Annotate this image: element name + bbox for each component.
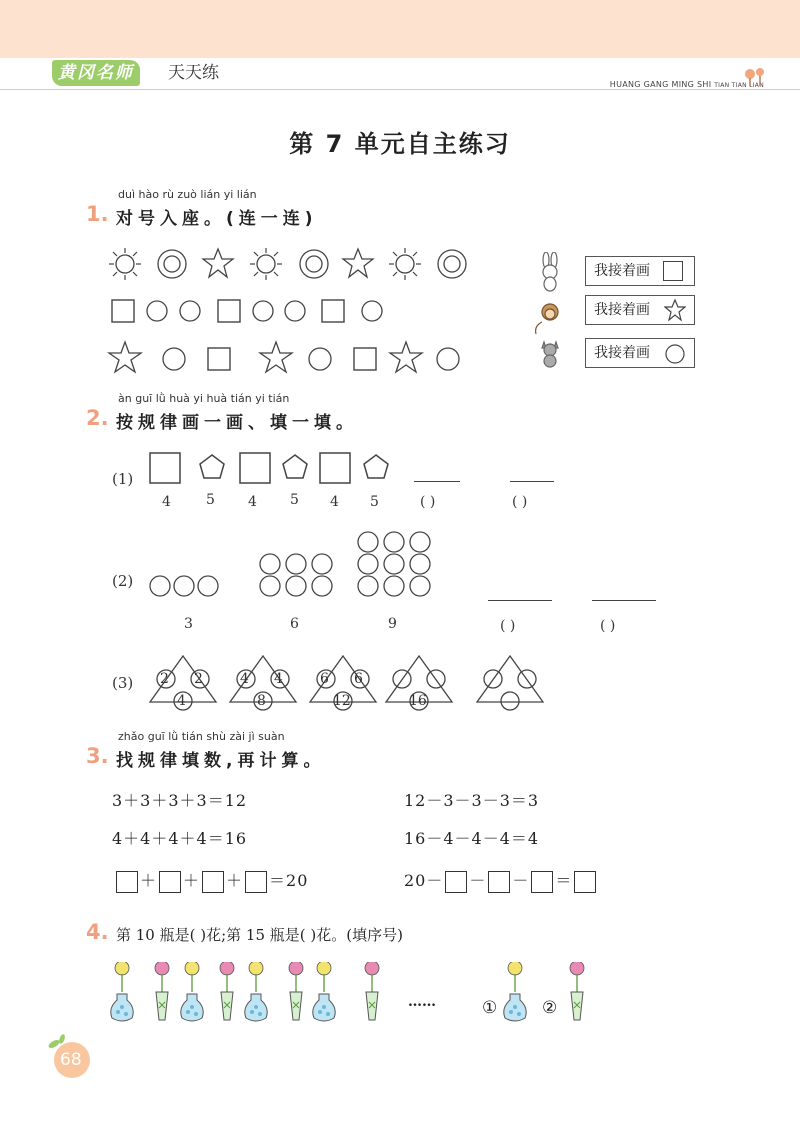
answer-box[interactable] (574, 871, 596, 893)
equals-20: ＝20 (269, 871, 309, 890)
answer-box[interactable] (531, 871, 553, 893)
q1-shape-rows (100, 240, 500, 385)
brand-english-sub: TIAN TIAN LIAN (714, 82, 764, 89)
equals-sign: ＝ (555, 871, 573, 890)
circle-icon (150, 576, 170, 596)
cat-icon (542, 342, 558, 367)
target-icon (300, 250, 328, 278)
q4-number: 4. (86, 920, 109, 944)
circle-icon (358, 532, 378, 552)
equation: 3＋3＋3＋3＝12 (112, 791, 248, 810)
q2-part2-num: 3 (184, 616, 193, 632)
q2-part1-label: (1) (112, 470, 134, 488)
star-icon (203, 249, 233, 277)
monkey-icon (536, 304, 558, 334)
page-number: 68 (60, 1050, 82, 1070)
brand-english-main: HUANG GANG MING SHI (609, 80, 712, 89)
circle-icon (174, 576, 194, 596)
circle-icon (147, 301, 167, 321)
vase-option-2-icon (560, 962, 594, 1024)
q2-part3-label: (3) (112, 674, 134, 692)
q1-number: 1. (86, 202, 109, 226)
circle-icon (362, 301, 382, 321)
speech-star-icon (664, 299, 686, 321)
speech-circle-icon (664, 343, 686, 365)
circle-icon (286, 576, 306, 596)
fill-equation-add (114, 868, 308, 893)
circle-icon (410, 576, 430, 596)
q2-part1-num: 5 (206, 492, 215, 508)
answer-paren: ( ) (600, 618, 616, 634)
circle-icon (384, 554, 404, 574)
circle-icon (358, 554, 378, 574)
pentagon-icon (283, 455, 307, 478)
header-band (0, 0, 800, 58)
q2-part1-num: 5 (290, 492, 299, 508)
square-icon (150, 453, 180, 483)
target-icon (438, 250, 466, 278)
animals (526, 252, 576, 372)
square-icon (322, 300, 344, 322)
circle-icon (163, 348, 185, 370)
circle-icon (312, 576, 332, 596)
vase-row (106, 962, 396, 1024)
circle-icon (260, 554, 280, 574)
triangle-right-num: 4 (274, 671, 283, 687)
answer-paren: ( ) (512, 494, 528, 510)
star-icon (109, 342, 141, 372)
speech-square-icon (663, 261, 683, 281)
circle-icon (198, 576, 218, 596)
answer-paren: ( ) (500, 618, 516, 634)
q2-part2-label: (2) (112, 572, 134, 590)
answer-box[interactable] (202, 871, 224, 893)
equation: 4＋4＋4＋4＝16 (112, 829, 248, 848)
triangle-bottom-num: 4 (177, 693, 186, 709)
q3-number: 3. (86, 744, 109, 768)
plus-sign: ＋ (140, 871, 158, 890)
q2-part1-num: 4 (330, 494, 339, 510)
circle-icon (410, 532, 430, 552)
answer-line (488, 600, 552, 601)
q4-text: 第 10 瓶是( )花;第 15 瓶是( )花。(填序号) (116, 926, 403, 944)
start-20: 20－ (404, 871, 444, 890)
answer-line (510, 481, 554, 482)
circle-icon (180, 301, 200, 321)
answer-box[interactable] (116, 871, 138, 893)
square-icon (354, 348, 376, 370)
circle-icon (437, 348, 459, 370)
triangle-bottom-num: 8 (257, 693, 266, 709)
answer-box[interactable] (159, 871, 181, 893)
answer-box[interactable] (445, 871, 467, 893)
triangle-right-num: 2 (194, 671, 203, 687)
triangle-left-num: 6 (320, 671, 329, 687)
plus-sign: ＋ (226, 871, 244, 890)
q2-part1-shapes (146, 448, 396, 488)
triangle-left-num: 2 (160, 671, 169, 687)
answer-line (414, 481, 460, 482)
circle-icon (285, 301, 305, 321)
triangle-right-num: 6 (354, 671, 363, 687)
triangle-shapes (146, 652, 556, 716)
q1-text: 对号入座。(连一连) (116, 209, 318, 229)
q2-text: 按规律画一画、填一填。 (116, 413, 358, 433)
q1-pinyin: duì hào rù zuò lián yi lián (118, 188, 257, 201)
circle-icon (309, 348, 331, 370)
triangle-bottom-num: 12 (333, 693, 351, 709)
answer-box[interactable] (245, 871, 267, 893)
sun-icon (109, 248, 141, 280)
circle-icon (358, 576, 378, 596)
triangle-left-num: 4 (240, 671, 249, 687)
fill-equation-subtract (404, 868, 598, 893)
sun-icon (389, 248, 421, 280)
triangle-icon (477, 656, 543, 702)
plus-sign: ＋ (183, 871, 201, 890)
square-icon (112, 300, 134, 322)
square-icon (218, 300, 240, 322)
equation: 12－3－3－3＝3 (404, 791, 540, 810)
square-icon (320, 453, 350, 483)
q2-part3-triangles (146, 652, 556, 716)
answer-line (592, 600, 656, 601)
equation: 16－4－4－4＝4 (404, 829, 540, 848)
pentagon-icon (364, 455, 388, 478)
square-icon (240, 453, 270, 483)
q3-pinyin: zhǎo guī lǜ tián shù zài jì suàn (118, 730, 285, 743)
answer-box[interactable] (488, 871, 510, 893)
triangle-bottom-num: 16 (409, 693, 427, 709)
star-icon (260, 342, 292, 372)
pentagon-icon (200, 455, 224, 478)
target-icon (158, 250, 186, 278)
speech-text: 我接着画 (594, 345, 650, 361)
q2-part1-num: 5 (370, 494, 379, 510)
vase-option-1-icon (498, 962, 532, 1024)
tree-icon (740, 64, 770, 88)
q2-part1-num: 4 (162, 494, 171, 510)
q2-number: 2. (86, 406, 109, 430)
circle-icon (312, 554, 332, 574)
minus-sign: － (512, 871, 530, 890)
sun-icon (250, 248, 282, 280)
circle-icon (260, 576, 280, 596)
option-1-label: ① (482, 998, 498, 1018)
q2-pinyin: àn guī lǜ huà yi huà tián yi tián (118, 392, 290, 405)
minus-sign: － (469, 871, 487, 890)
answer-paren: ( ) (420, 494, 436, 510)
speech-text: 我接着画 (594, 302, 650, 318)
page-title: 第 7 单元自主练习 (289, 130, 511, 158)
ellipsis: …… (408, 994, 436, 1010)
q2-part2-circles (146, 530, 446, 610)
circle-icon (410, 554, 430, 574)
square-icon (208, 348, 230, 370)
q3-text: 找规律填数,再计算。 (116, 751, 326, 771)
q2-part2-num: 9 (388, 616, 397, 632)
circle-icon (253, 301, 273, 321)
star-icon (390, 342, 422, 372)
rabbit-icon (543, 252, 557, 291)
speech-text: 我接着画 (594, 263, 650, 279)
q2-part1-num: 4 (248, 494, 257, 510)
circle-icon (286, 554, 306, 574)
brand-logo: 黄冈名师 (52, 60, 140, 86)
brand-subtitle: 天天练 (168, 63, 219, 83)
q2-part2-num: 6 (290, 616, 299, 632)
star-icon (343, 249, 373, 277)
circle-icon (384, 576, 404, 596)
circle-icon (501, 692, 519, 710)
option-2-label: ② (542, 998, 558, 1018)
circle-icon (384, 532, 404, 552)
